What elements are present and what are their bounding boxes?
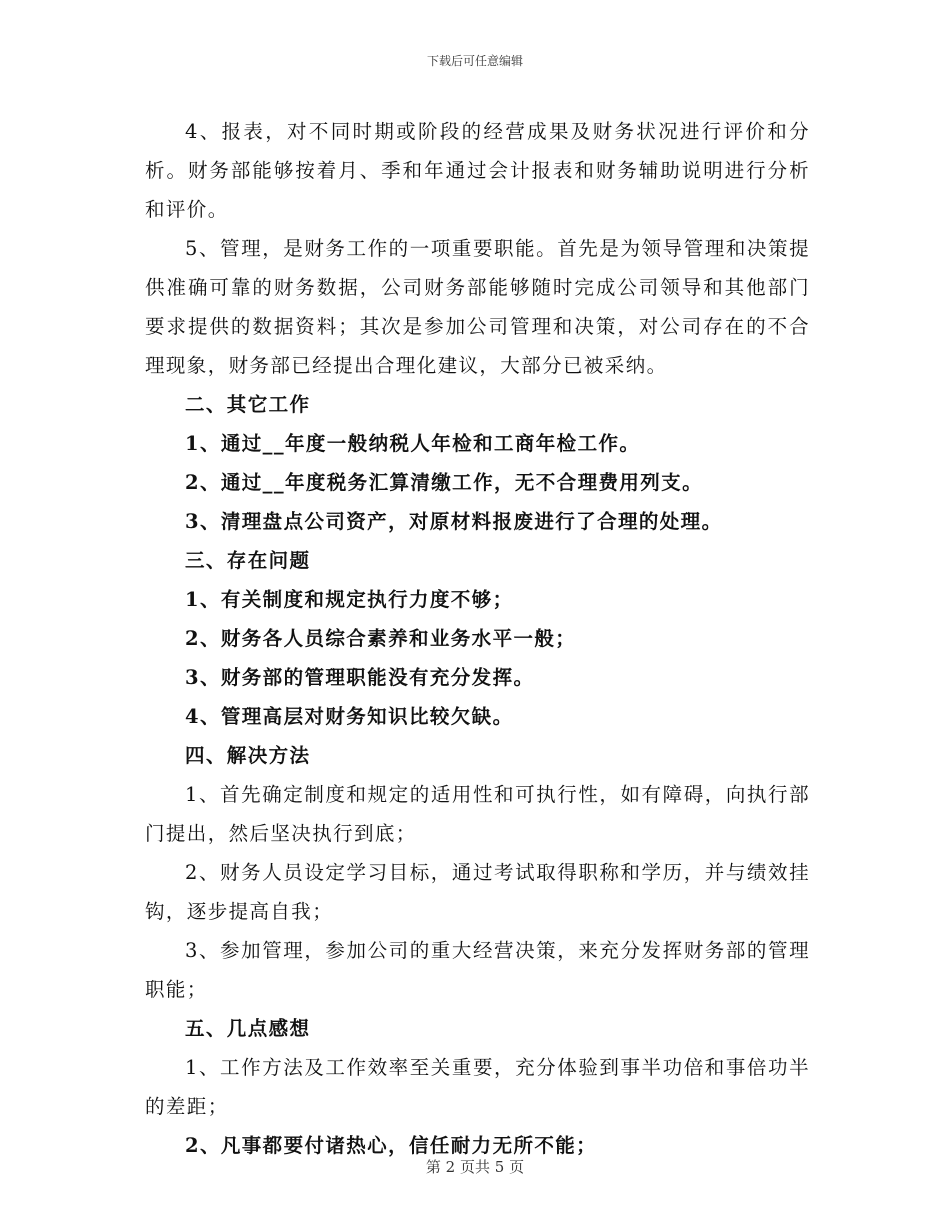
section-heading: 三、存在问题	[185, 549, 311, 572]
section-heading: 二、其它工作	[185, 393, 311, 416]
list-item: 2、财务各人员综合素养和业务水平一般；	[185, 627, 577, 650]
page-header: 下载后可任意编辑	[426, 54, 523, 68]
list-item: 2、凡事都要付诸热心，信任耐力无所不能；	[185, 1134, 598, 1157]
page-footer: 第 2 页共 5 页	[425, 1158, 525, 1176]
section-heading: 四、解决方法	[185, 744, 311, 767]
list-item: 2、通过__年度税务汇算清缴工作，无不合理费用列支。	[185, 471, 703, 494]
list-item: 4、管理高层对财务知识比较欠缺。	[185, 705, 514, 728]
list-item: 1、有关制度和规定执行力度不够；	[185, 588, 514, 611]
list-item: 3、参加管理，参加公司的重大经营决策，来充分发挥财务部的管理职能；	[145, 939, 810, 1001]
paragraph: 4、报表，对不同时期或阶段的经营成果及财务状况进行评价和分析。财务部能够按着月、季和年通过会计报表和财务辅助说明进行分析和评价。	[145, 120, 810, 221]
document-body	[145, 112, 810, 1165]
list-item: 3、清理盘点公司资产，对原材料报废进行了合理的处理。	[185, 510, 723, 533]
list-item: 3、财务部的管理职能没有充分发挥。	[185, 666, 535, 689]
list-item: 1、首先确定制度和规定的适用性和可执行性，如有障碍，向执行部门提出，然后坚决执行到底；	[145, 783, 810, 845]
list-item: 2、财务人员设定学习目标，通过考试取得职称和学历，并与绩效挂钩，逐步提高自我；	[145, 861, 810, 923]
paragraph: 5、管理，是财务工作的一项重要职能。首先是为领导管理和决策提供准确可靠的财务数据，公司财务部能够随时完成公司领导和其他部门要求提供的数据资料；其次是参加公司管理和决策，对公司存在的不合理现象，财务部已经提出合理化建议，大部分已被采纳。	[145, 237, 810, 377]
section-heading: 五、几点感想	[185, 1017, 311, 1040]
list-item: 1、通过__年度一般纳税人年检和工商年检工作。	[185, 432, 641, 455]
list-item: 1、工作方法及工作效率至关重要，充分体验到事半功倍和事倍功半的差距；	[145, 1056, 810, 1118]
